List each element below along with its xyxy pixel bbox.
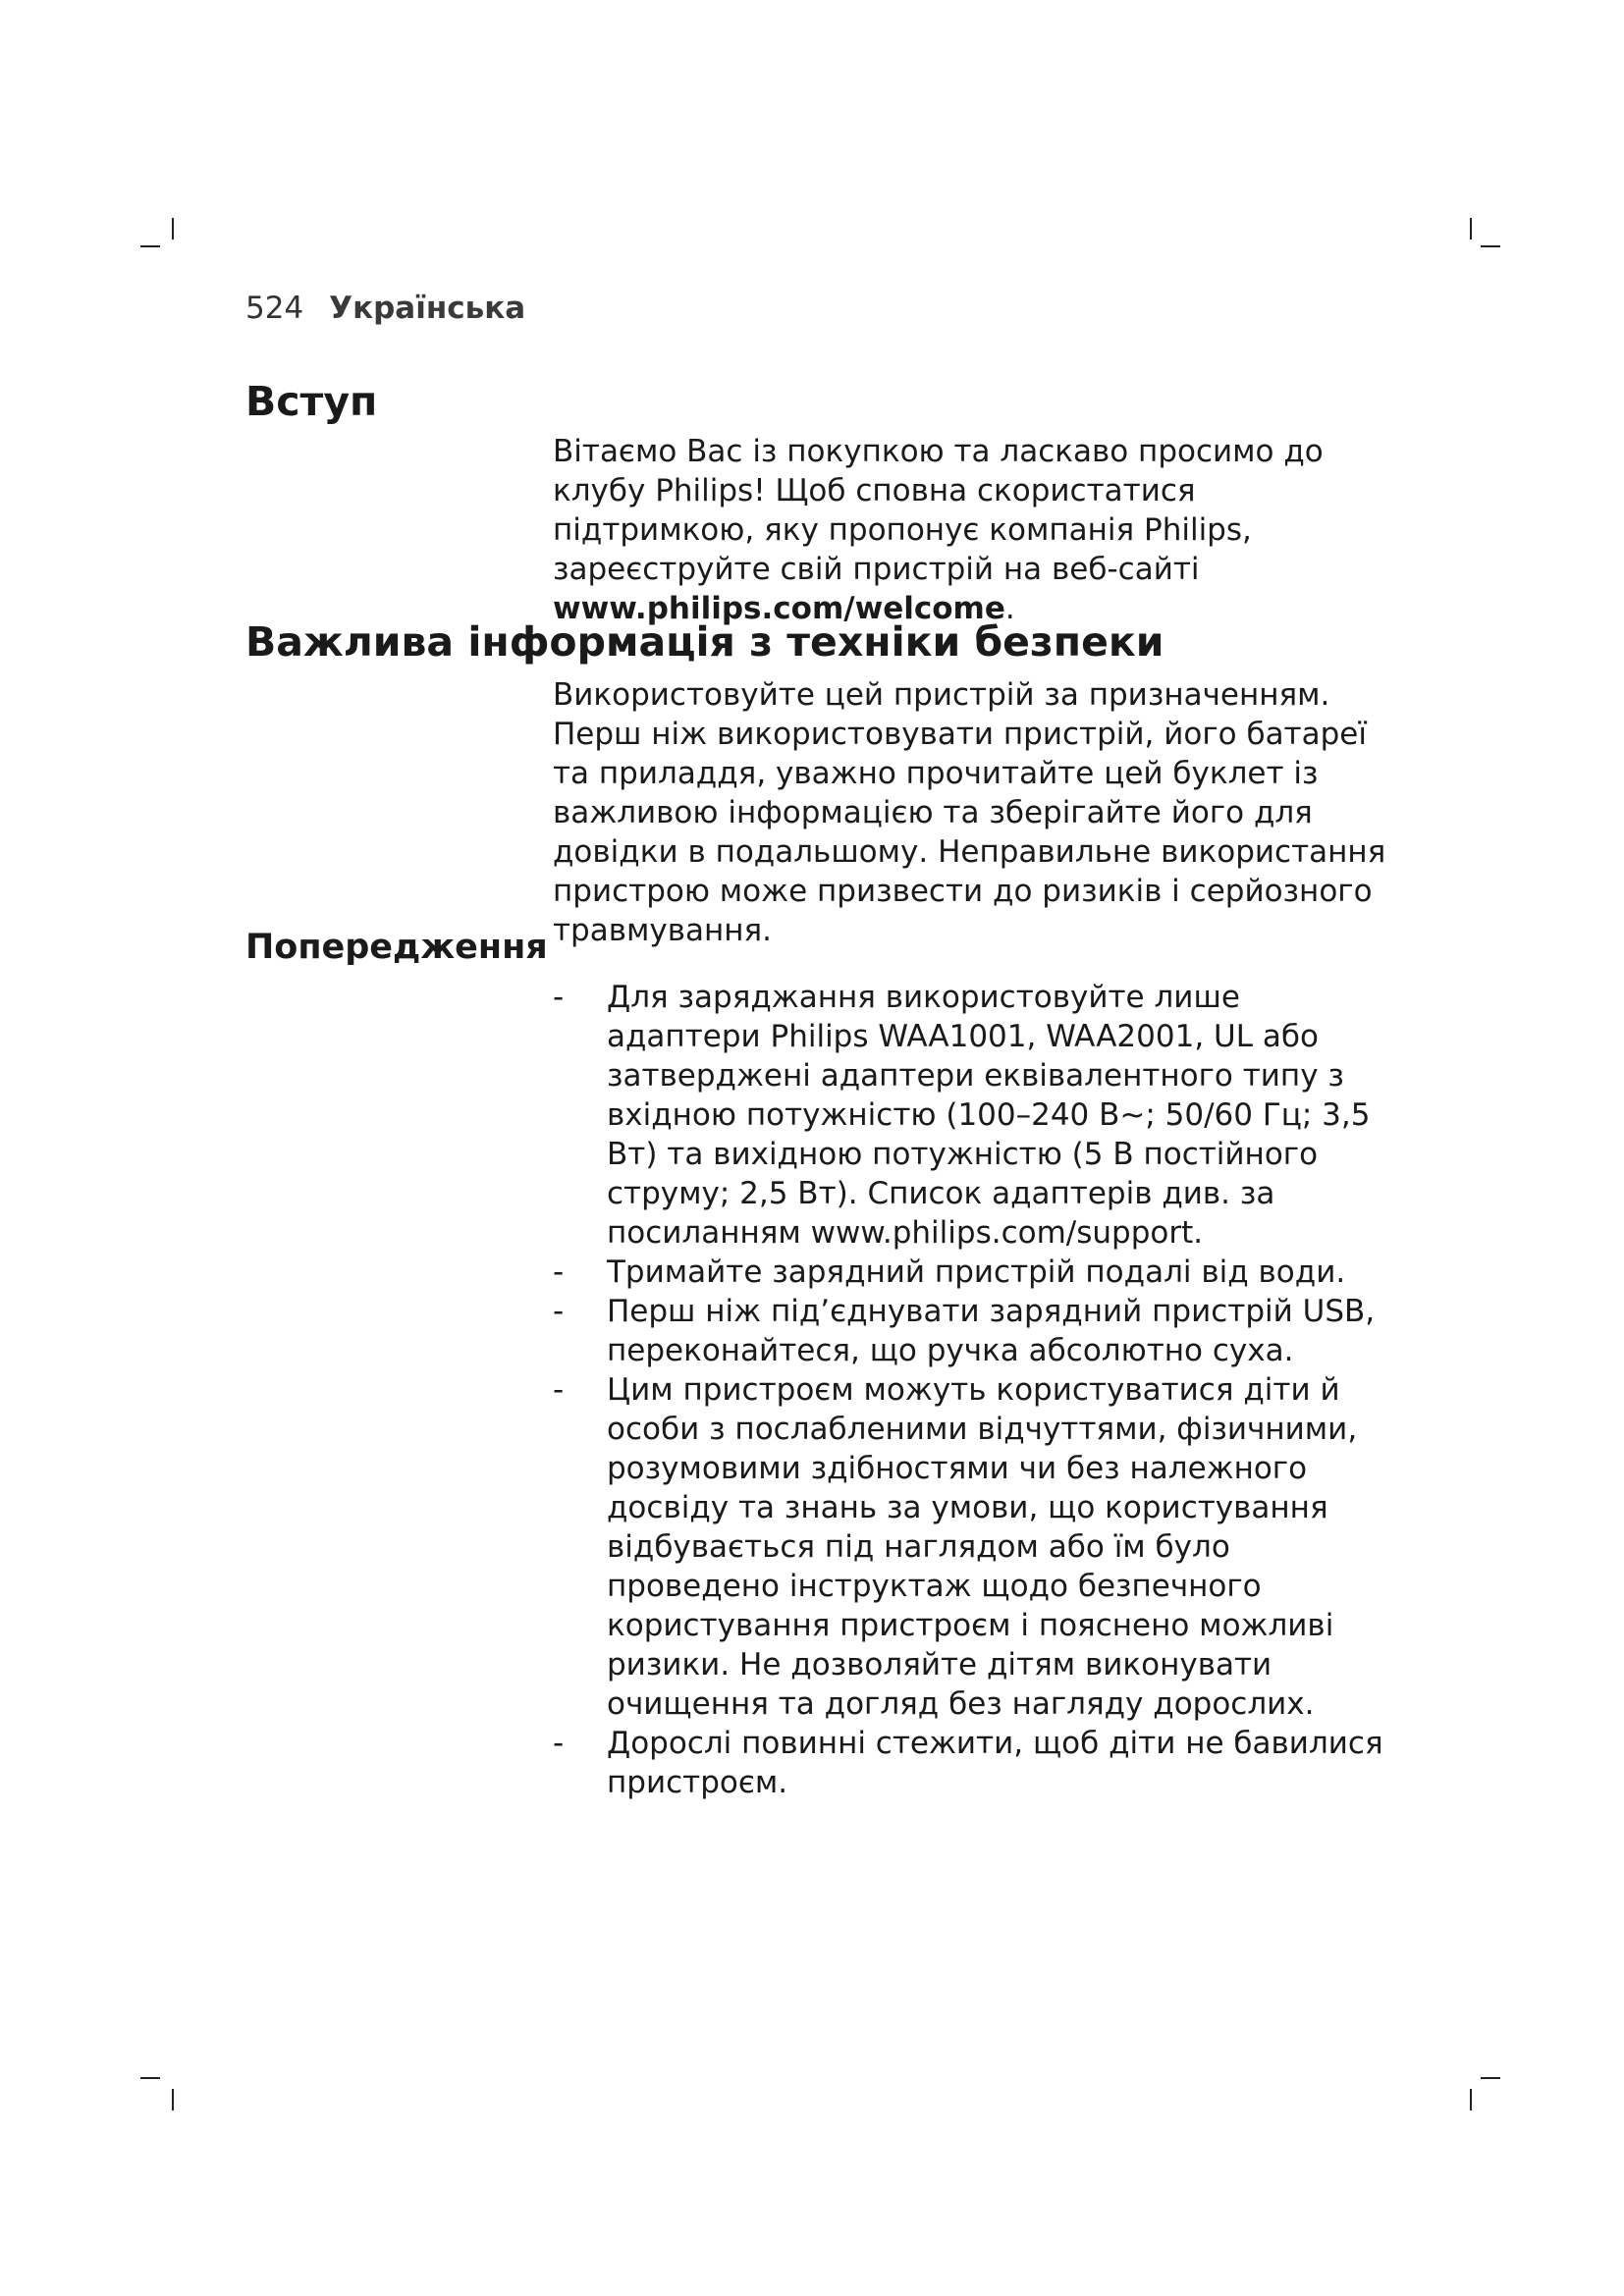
warning-item-text: Дорослі повинні стежити, щоб діти не бавилися пристроєм. [607,1726,1383,1800]
warning-item-text: Для заряджання використовуйте лише адаптери Philips WAA1001, WAA2001, UL або затверджені адаптери еквівалентного типу з вхідною потужністю (100–240 В~; 50/60 Гц; 3,5 Вт) та вихідною потужністю (5 В постійного струму; 2,5 Вт). Список адаптерів див. за посиланням www.philips.com/support. [607,980,1371,1251]
welcome-link[interactable]: www.philips.com/welcome [553,591,1005,626]
page-number: 524 [245,291,304,326]
running-header [245,291,525,326]
crop-mark-top-left-v [172,218,174,240]
bullet-marker: - [553,1726,565,1761]
warning-list [553,978,1397,1802]
warning-item [553,1253,1397,1292]
bullet-marker: - [553,1255,565,1290]
intro-heading: Вступ [245,378,378,425]
crop-mark-bottom-right-h [1481,2077,1500,2079]
crop-mark-bottom-left-v [172,2089,174,2110]
bullet-marker: - [553,1294,565,1329]
warning-item [553,1292,1397,1370]
warning-item-text: Цим пристроєм можуть користуватися діти й особи з послабленими відчуттями, фізичними, розумовими здібностями чи без належного досвіду та знань за умови, що користування відбувається під наглядом або їм було проведено інструктаж щодо безпечного користування пристроєм і пояснено можливі ризики. Не дозволяйте дітям виконувати очищення та догляд без нагляду дорослих. [607,1372,1358,1722]
warning-item [553,978,1397,1253]
safety-paragraph: Використовуйте цей пристрій за призначенням. Перш ніж використовувати пристрій, його батареї та приладдя, уважно прочитайте цей буклет із важливою інформацією та зберігайте його для довідки в подальшому. Неправильне використання пристрою може призвести до ризиків і серйозного травмування. [553,677,1386,948]
crop-mark-top-right-v [1470,218,1472,240]
crop-mark-top-right-h [1481,245,1500,247]
warning-item [553,1370,1397,1724]
intro-text-end: . [1004,591,1015,626]
crop-mark-top-left-h [140,245,160,247]
warning-item-text: Тримайте зарядний пристрій подалі від води. [607,1255,1346,1290]
crop-mark-bottom-right-v [1470,2089,1472,2110]
intro-text: Вітаємо Вас із покупкою та ласкаво просимо до клубу Philips! Щоб сповна скористатися підтримкою, яку пропонує компанія Philips, зареєструйте свій пристрій на веб-сайті [553,434,1324,587]
bullet-marker: - [553,980,565,1015]
intro-paragraph [553,432,1397,628]
safety-heading: Важлива інформація з техніки безпеки [245,618,1164,666]
crop-mark-bottom-left-h [140,2077,160,2079]
bullet-marker: - [553,1372,565,1408]
warning-heading: Попередження [245,928,548,967]
warning-item-text: Перш ніж під’єднувати зарядний пристрій USB, переконайтеся, що ручка абсолютно суха. [607,1294,1376,1368]
language-label: Українська [329,291,526,326]
warning-item [553,1724,1397,1802]
